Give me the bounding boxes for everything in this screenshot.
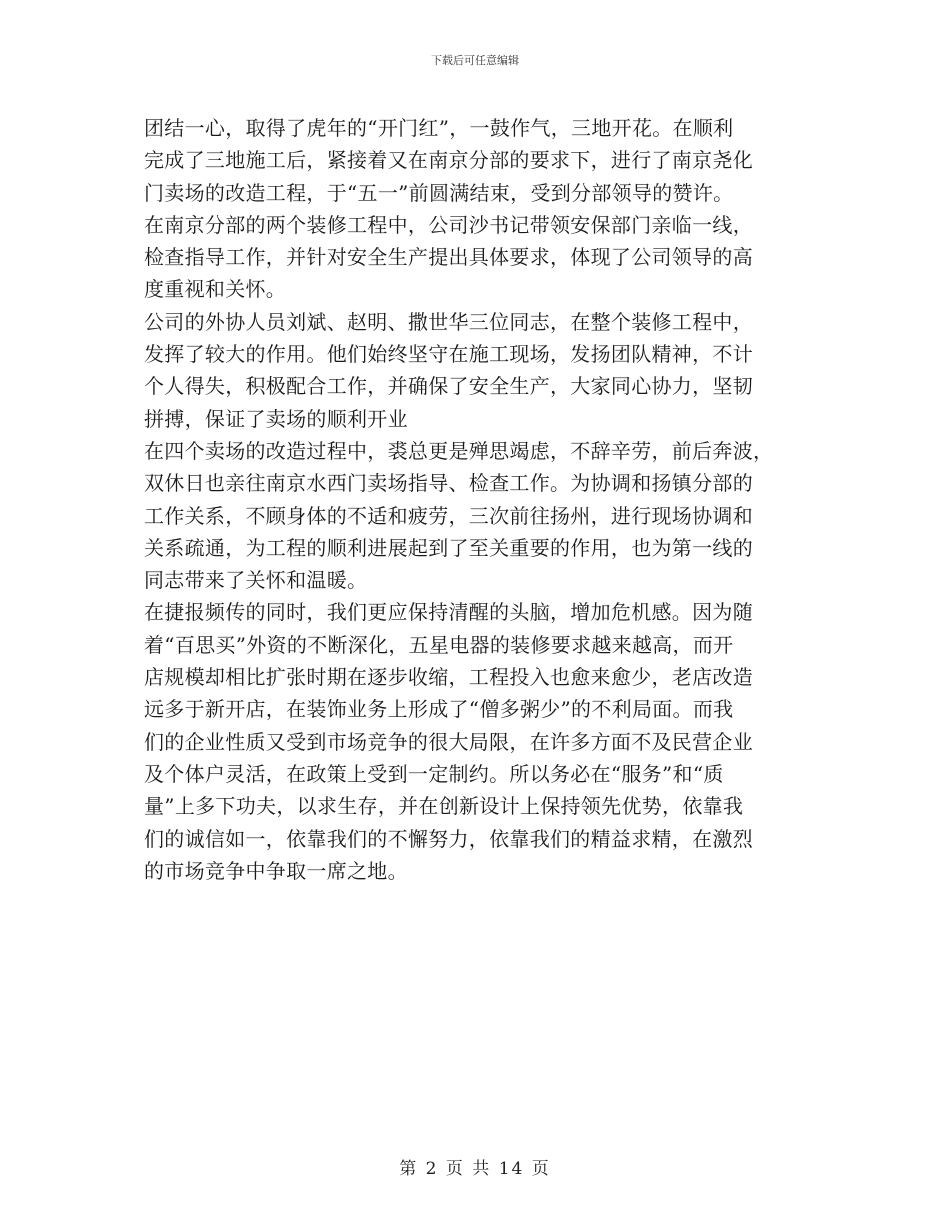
page-header: 下载后可任意编辑 <box>431 54 519 67</box>
text-line: 远多于新开店，在装饰业务上形成了“僧多粥少”的不利局面。而我 <box>144 697 734 722</box>
text-line: 工作关系，不顾身体的不适和疲劳，三次前往扬州，进行现场协调和 <box>144 503 753 528</box>
text-line: 公司的外协人员刘斌、赵明、撒世华三位同志，在整个装修工程中， <box>144 309 753 334</box>
text-line: 拼搏，保证了卖场的顺利开业 <box>144 406 408 431</box>
text-line: 店规模却相比扩张时期在逐步收缩，工程投入也愈来愈少，老店改造 <box>144 665 753 690</box>
text-line: 门卖场的改造工程，于“五一”前圆满结束，受到分部领导的赞许。 <box>144 180 734 205</box>
text-line: 完成了三地施工后，紧接着又在南京分部的要求下，进行了南京尧化 <box>144 148 753 173</box>
text-line: 度重视和关怀。 <box>144 277 287 302</box>
text-line: 在南京分部的两个装修工程中，公司沙书记带领安保部门亲临一线， <box>144 212 753 237</box>
text-line: 及个体户灵活，在政策上受到一定制约。所以务必在“服务”和“质 <box>144 761 724 786</box>
text-line: 量”上多下功夫，以求生存，并在创新设计上保持领先优势，依靠我 <box>144 794 744 819</box>
text-line: 同志带来了关怀和温暖。 <box>144 568 368 593</box>
text-line: 在四个卖场的改造过程中，裘总更是殚思竭虑，不辞辛劳，前后奔波， <box>144 438 774 463</box>
text-line: 在捷报频传的同时，我们更应保持清醒的头脑，增加危机感。因为随 <box>144 600 753 625</box>
text-line: 着“百思买”外资的不断深化，五星电器的装修要求越来越高，而开 <box>144 632 734 657</box>
text-line: 个人得失，积极配合工作，并确保了安全生产，大家同心协力，坚韧 <box>144 374 753 399</box>
text-line: 们的企业性质又受到市场竞争的很大局限，在许多方面不及民营企业 <box>144 729 753 754</box>
text-line: 关系疏通，为工程的顺利进展起到了至关重要的作用，也为第一线的 <box>144 535 753 560</box>
text-line: 的市场竞争中争取一席之地。 <box>144 858 408 883</box>
text-line: 检查指导工作，并针对安全生产提出具体要求，体现了公司领导的高 <box>144 245 753 270</box>
text-line: 发挥了较大的作用。他们始终坚守在施工现场，发扬团队精神，不计 <box>144 342 753 367</box>
text-line: 双休日也亲往南京水西门卖场指导、检查工作。为协调和扬镇分部的 <box>144 471 753 496</box>
text-line: 团结一心，取得了虎年的“开门红”，一鼓作气，三地开花。在顺利 <box>144 116 734 140</box>
page-number-footer: 第 2 页 共 14 页 <box>399 1159 551 1179</box>
text-line: 们的诚信如一，依靠我们的不懈努力，依靠我们的精益求精，在激烈 <box>144 826 753 851</box>
document-body <box>144 112 810 887</box>
